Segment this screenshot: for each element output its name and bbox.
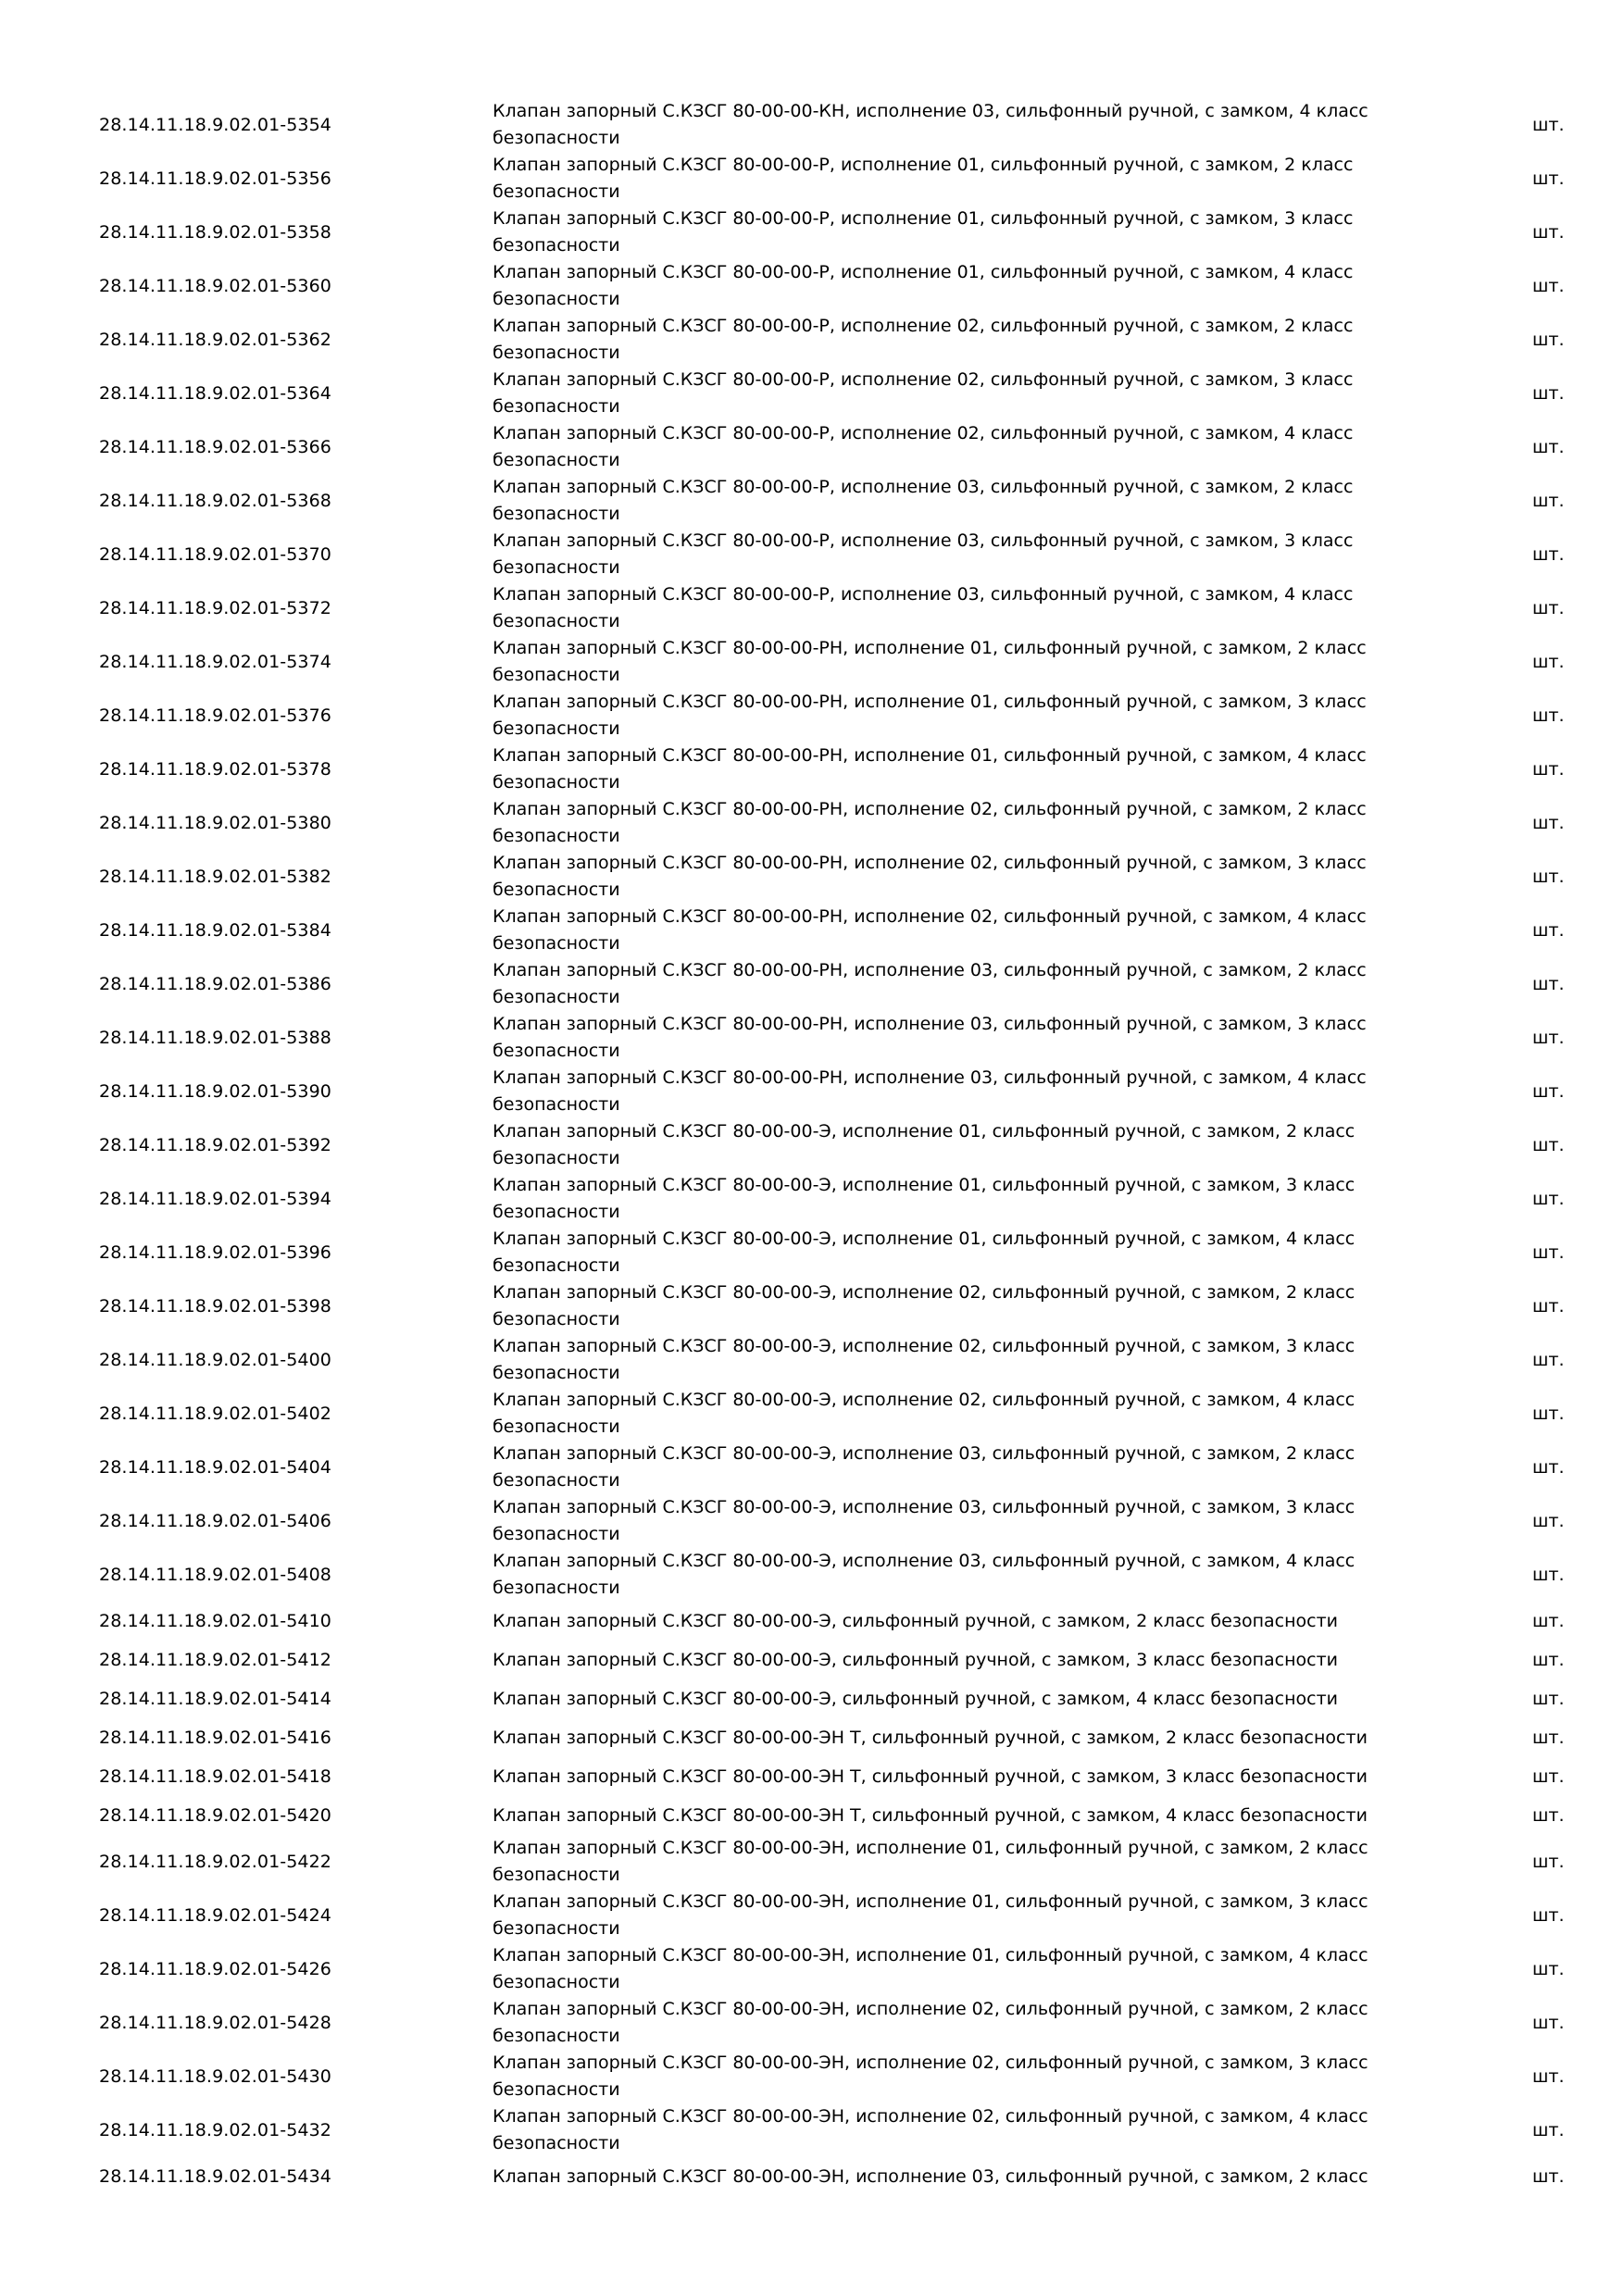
table-row	[0, 1494, 1624, 1548]
item-description-line: Клапан запорный С.КЗСГ 80-00-00-Р, исполнение 01, сильфонный ручной, с замком, 3 класс	[493, 208, 1354, 229]
table-row	[0, 474, 1624, 528]
item-unit: шт.	[1532, 1135, 1565, 1155]
item-unit: шт.	[1532, 705, 1565, 726]
item-description	[493, 1548, 1381, 1602]
item-unit: шт.	[1532, 1189, 1565, 1209]
item-description-line: безопасности	[493, 718, 620, 739]
item-description-line: Клапан запорный С.КЗСГ 80-00-00-Э, сильфонный ручной, с замком, 2 класс безопасности	[493, 1610, 1338, 1631]
item-description-line: безопасности	[493, 128, 620, 148]
item-code: 28.14.11.18.9.02.01-5422	[99, 1852, 331, 1872]
item-description-line: безопасности	[493, 880, 620, 900]
item-unit: шт.	[1532, 2166, 1565, 2187]
item-description-line: Клапан запорный С.КЗСГ 80-00-00-Р, исполнение 03, сильфонный ручной, с замком, 2 класс	[493, 477, 1354, 497]
item-code: 28.14.11.18.9.02.01-5420	[99, 1805, 331, 1826]
item-unit: шт.	[1532, 867, 1565, 887]
item-description-line: безопасности	[493, 826, 620, 846]
item-description	[493, 1441, 1381, 1494]
item-description	[493, 1172, 1381, 1226]
item-code: 28.14.11.18.9.02.01-5354	[99, 115, 331, 135]
item-description-line: Клапан запорный С.КЗСГ 80-00-00-Р, исполнение 03, сильфонный ручной, с замком, 3 класс	[493, 530, 1354, 551]
item-description-line: Клапан запорный С.КЗСГ 80-00-00-Э, исполнение 02, сильфонный ручной, с замком, 2 класс	[493, 1282, 1355, 1303]
item-code: 28.14.11.18.9.02.01-5430	[99, 2066, 331, 2087]
item-unit: шт.	[1532, 276, 1565, 296]
table-row	[0, 635, 1624, 689]
item-unit: шт.	[1532, 1081, 1565, 1102]
item-unit: шт.	[1532, 1350, 1565, 1370]
item-description-line: Клапан запорный С.КЗСГ 80-00-00-РН, исполнение 01, сильфонный ручной, с замком, 2 класс	[493, 638, 1367, 658]
item-code: 28.14.11.18.9.02.01-5406	[99, 1511, 331, 1531]
item-description	[493, 1889, 1381, 1942]
table-row	[0, 1441, 1624, 1494]
item-code: 28.14.11.18.9.02.01-5382	[99, 867, 331, 887]
item-description-line: безопасности	[493, 665, 620, 685]
item-unit: шт.	[1532, 437, 1565, 457]
item-description-line: Клапан запорный С.КЗСГ 80-00-00-РН, исполнение 03, сильфонный ручной, с замком, 4 класс	[493, 1067, 1367, 1088]
table-row	[0, 1118, 1624, 1172]
item-description-line: безопасности	[493, 343, 620, 363]
item-description-line: безопасности	[493, 1865, 620, 1885]
item-code: 28.14.11.18.9.02.01-5356	[99, 168, 331, 189]
item-description-line: безопасности	[493, 504, 620, 524]
item-description-line: безопасности	[493, 181, 620, 202]
table-row	[0, 1548, 1624, 1602]
item-description	[493, 1011, 1381, 1065]
item-unit: шт.	[1532, 1457, 1565, 1478]
table-row	[0, 1641, 1624, 1679]
item-unit: шт.	[1532, 1959, 1565, 1979]
item-description-line: безопасности	[493, 1255, 620, 1276]
item-code: 28.14.11.18.9.02.01-5410	[99, 1611, 331, 1631]
item-unit: шт.	[1532, 1650, 1565, 1670]
item-code: 28.14.11.18.9.02.01-5386	[99, 974, 331, 994]
item-code: 28.14.11.18.9.02.01-5366	[99, 437, 331, 457]
item-code: 28.14.11.18.9.02.01-5388	[99, 1028, 331, 1048]
item-description-line: Клапан запорный С.КЗСГ 80-00-00-РН, исполнение 03, сильфонный ручной, с замком, 3 класс	[493, 1014, 1367, 1034]
item-unit: шт.	[1532, 1905, 1565, 1926]
item-code: 28.14.11.18.9.02.01-5402	[99, 1404, 331, 1424]
item-description-line: безопасности	[493, 1041, 620, 1061]
table-row	[0, 1279, 1624, 1333]
table-row	[0, 1718, 1624, 1757]
item-unit: шт.	[1532, 222, 1565, 243]
item-description	[493, 1333, 1381, 1387]
item-description-line: Клапан запорный С.КЗСГ 80-00-00-Э, сильфонный ручной, с замком, 3 класс безопасности	[493, 1649, 1338, 1670]
item-code: 28.14.11.18.9.02.01-5414	[99, 1689, 331, 1709]
item-description-line: Клапан запорный С.КЗСГ 80-00-00-ЭН Т, сильфонный ручной, с замком, 3 класс безопасности	[493, 1766, 1368, 1787]
table-row	[0, 904, 1624, 957]
item-unit: шт.	[1532, 1511, 1565, 1531]
item-code: 28.14.11.18.9.02.01-5424	[99, 1905, 331, 1926]
table-row	[0, 1889, 1624, 1942]
item-description	[493, 957, 1381, 1011]
item-unit: шт.	[1532, 1565, 1565, 1585]
item-unit: шт.	[1532, 1296, 1565, 1316]
item-unit: шт.	[1532, 168, 1565, 189]
table-row	[0, 367, 1624, 420]
item-description-line: безопасности	[493, 2026, 620, 2046]
item-code: 28.14.11.18.9.02.01-5378	[99, 759, 331, 780]
item-description-line: Клапан запорный С.КЗСГ 80-00-00-РН, исполнение 02, сильфонный ручной, с замком, 4 класс	[493, 906, 1367, 927]
item-description-line: Клапан запорный С.КЗСГ 80-00-00-Э, исполнение 01, сильфонный ручной, с замком, 2 класс	[493, 1121, 1355, 1142]
item-code: 28.14.11.18.9.02.01-5426	[99, 1959, 331, 1979]
item-unit: шт.	[1532, 1766, 1565, 1787]
item-unit: шт.	[1532, 1852, 1565, 1872]
item-description	[493, 850, 1381, 904]
table-row	[0, 2157, 1624, 2196]
item-code: 28.14.11.18.9.02.01-5432	[99, 2120, 331, 2140]
item-description-line: безопасности	[493, 1363, 620, 1383]
item-description-line: безопасности	[493, 2133, 620, 2153]
item-code: 28.14.11.18.9.02.01-5428	[99, 2013, 331, 2033]
item-unit: шт.	[1532, 1611, 1565, 1631]
item-description	[493, 474, 1381, 528]
item-unit: шт.	[1532, 383, 1565, 404]
item-unit: шт.	[1532, 2066, 1565, 2087]
table-row	[0, 259, 1624, 313]
item-description-line: Клапан запорный С.КЗСГ 80-00-00-Э, исполнение 01, сильфонный ручной, с замком, 3 класс	[493, 1175, 1355, 1195]
item-description	[493, 313, 1381, 367]
item-unit: шт.	[1532, 1805, 1565, 1826]
item-code: 28.14.11.18.9.02.01-5416	[99, 1728, 331, 1748]
item-description	[493, 1757, 1381, 1796]
item-code: 28.14.11.18.9.02.01-5400	[99, 1350, 331, 1370]
table-row	[0, 1387, 1624, 1441]
item-unit: шт.	[1532, 920, 1565, 941]
item-description-line: Клапан запорный С.КЗСГ 80-00-00-Э, исполнение 02, сильфонный ручной, с замком, 3 класс	[493, 1336, 1355, 1356]
item-description	[493, 98, 1381, 152]
table-row	[0, 528, 1624, 581]
item-description-line: безопасности	[493, 1972, 620, 1992]
item-code: 28.14.11.18.9.02.01-5408	[99, 1565, 331, 1585]
item-code: 28.14.11.18.9.02.01-5368	[99, 491, 331, 511]
table-row	[0, 420, 1624, 474]
item-description	[493, 1942, 1381, 1996]
item-description	[493, 1226, 1381, 1279]
item-description	[493, 904, 1381, 957]
item-description-line: Клапан запорный С.КЗСГ 80-00-00-ЭН, исполнение 01, сильфонный ручной, с замком, 3 класс	[493, 1891, 1368, 1912]
item-description	[493, 1679, 1381, 1718]
item-description-line: Клапан запорный С.КЗСГ 80-00-00-РН, исполнение 01, сильфонный ручной, с замком, 3 класс	[493, 692, 1367, 712]
item-unit: шт.	[1532, 2013, 1565, 2033]
item-description-line: Клапан запорный С.КЗСГ 80-00-00-ЭН Т, сильфонный ручной, с замком, 2 класс безопасности	[493, 1727, 1368, 1748]
item-description	[493, 2050, 1381, 2103]
item-description	[493, 1641, 1381, 1679]
item-description-line: безопасности	[493, 450, 620, 470]
item-description-line: Клапан запорный С.КЗСГ 80-00-00-РН, исполнение 02, сильфонный ручной, с замком, 2 класс	[493, 799, 1367, 819]
item-description	[493, 742, 1381, 796]
table-row	[0, 1835, 1624, 1889]
item-description-line: Клапан запорный С.КЗСГ 80-00-00-Э, исполнение 03, сильфонный ручной, с замком, 3 класс	[493, 1497, 1355, 1517]
table-row	[0, 850, 1624, 904]
item-code: 28.14.11.18.9.02.01-5380	[99, 813, 331, 833]
table-row	[0, 689, 1624, 742]
item-unit: шт.	[1532, 330, 1565, 350]
item-code: 28.14.11.18.9.02.01-5418	[99, 1766, 331, 1787]
item-description-line: безопасности	[493, 772, 620, 792]
item-code: 28.14.11.18.9.02.01-5398	[99, 1296, 331, 1316]
item-description-line: безопасности	[493, 1578, 620, 1598]
item-description	[493, 528, 1381, 581]
item-description-line: безопасности	[493, 1470, 620, 1491]
item-description	[493, 581, 1381, 635]
item-code: 28.14.11.18.9.02.01-5412	[99, 1650, 331, 1670]
item-unit: шт.	[1532, 1404, 1565, 1424]
item-description-line: безопасности	[493, 611, 620, 631]
table-row	[0, 1796, 1624, 1835]
item-description	[493, 1996, 1381, 2050]
item-description-line: Клапан запорный С.КЗСГ 80-00-00-КН, исполнение 03, сильфонный ручной, с замком, 4 класс	[493, 101, 1368, 121]
item-description-line: Клапан запорный С.КЗСГ 80-00-00-Р, исполнение 02, сильфонный ручной, с замком, 4 класс	[493, 423, 1354, 443]
item-unit: шт.	[1532, 813, 1565, 833]
table-row	[0, 152, 1624, 206]
item-description-line: безопасности	[493, 1309, 620, 1329]
item-code: 28.14.11.18.9.02.01-5390	[99, 1081, 331, 1102]
item-description-line: Клапан запорный С.КЗСГ 80-00-00-ЭН, исполнение 03, сильфонный ручной, с замком, 2 класс	[493, 2165, 1368, 2187]
table-row	[0, 1333, 1624, 1387]
item-description-line: Клапан запорный С.КЗСГ 80-00-00-ЭН Т, сильфонный ручной, с замком, 4 класс безопасности	[493, 1804, 1368, 1826]
item-description-line: безопасности	[493, 1524, 620, 1544]
item-unit: шт.	[1532, 974, 1565, 994]
table-row	[0, 98, 1624, 152]
item-code: 28.14.11.18.9.02.01-5358	[99, 222, 331, 243]
item-unit: шт.	[1532, 1242, 1565, 1263]
item-unit: шт.	[1532, 1728, 1565, 1748]
item-description	[493, 2157, 1381, 2196]
item-description-line: Клапан запорный С.КЗСГ 80-00-00-ЭН, исполнение 02, сильфонный ручной, с замком, 3 класс	[493, 2053, 1368, 2073]
item-unit: шт.	[1532, 598, 1565, 618]
item-description	[493, 1279, 1381, 1333]
item-code: 28.14.11.18.9.02.01-5434	[99, 2166, 331, 2187]
item-description-line: безопасности	[493, 1202, 620, 1222]
item-description	[493, 689, 1381, 742]
item-description-line: Клапан запорный С.КЗСГ 80-00-00-Р, исполнение 03, сильфонный ручной, с замком, 4 класс	[493, 584, 1354, 605]
item-description-line: Клапан запорный С.КЗСГ 80-00-00-Э, исполнение 01, сильфонный ручной, с замком, 4 класс	[493, 1229, 1355, 1249]
item-description-line: безопасности	[493, 1918, 620, 1939]
item-code: 28.14.11.18.9.02.01-5372	[99, 598, 331, 618]
item-description-line: Клапан запорный С.КЗСГ 80-00-00-РН, исполнение 03, сильфонный ручной, с замком, 2 класс	[493, 960, 1367, 980]
item-description-line: безопасности	[493, 2079, 620, 2100]
item-unit: шт.	[1532, 491, 1565, 511]
table-row	[0, 2103, 1624, 2157]
table-row	[0, 796, 1624, 850]
item-unit: шт.	[1532, 1689, 1565, 1709]
item-code: 28.14.11.18.9.02.01-5374	[99, 652, 331, 672]
item-description	[493, 796, 1381, 850]
item-code: 28.14.11.18.9.02.01-5362	[99, 330, 331, 350]
table-row	[0, 1679, 1624, 1718]
item-description-line: Клапан запорный С.КЗСГ 80-00-00-ЭН, исполнение 02, сильфонный ручной, с замком, 4 класс	[493, 2106, 1368, 2127]
table-row	[0, 1011, 1624, 1065]
item-description	[493, 2103, 1381, 2157]
item-code: 28.14.11.18.9.02.01-5404	[99, 1457, 331, 1478]
item-code: 28.14.11.18.9.02.01-5364	[99, 383, 331, 404]
item-description-line: Клапан запорный С.КЗСГ 80-00-00-РН, исполнение 02, сильфонный ручной, с замком, 3 класс	[493, 853, 1367, 873]
item-code: 28.14.11.18.9.02.01-5384	[99, 920, 331, 941]
item-description-line: безопасности	[493, 289, 620, 309]
item-description-line: Клапан запорный С.КЗСГ 80-00-00-Э, исполнение 03, сильфонный ручной, с замком, 2 класс	[493, 1443, 1355, 1464]
item-description	[493, 206, 1381, 259]
item-unit: шт.	[1532, 115, 1565, 135]
item-description-line: Клапан запорный С.КЗСГ 80-00-00-ЭН, исполнение 01, сильфонный ручной, с замком, 2 класс	[493, 1838, 1368, 1858]
item-unit: шт.	[1532, 2120, 1565, 2140]
item-description-line: безопасности	[493, 1416, 620, 1437]
item-code: 28.14.11.18.9.02.01-5370	[99, 544, 331, 565]
table-row	[0, 957, 1624, 1011]
item-description	[493, 1718, 1381, 1757]
item-description-line: Клапан запорный С.КЗСГ 80-00-00-ЭН, исполнение 01, сильфонный ручной, с замком, 4 класс	[493, 1945, 1368, 1965]
item-description-line: Клапан запорный С.КЗСГ 80-00-00-Э, исполнение 02, сильфонный ручной, с замком, 4 класс	[493, 1390, 1355, 1410]
table-row	[0, 1226, 1624, 1279]
item-unit: шт.	[1532, 652, 1565, 672]
item-description	[493, 1835, 1381, 1889]
item-description	[493, 259, 1381, 313]
item-unit: шт.	[1532, 544, 1565, 565]
item-description-line: Клапан запорный С.КЗСГ 80-00-00-Э, исполнение 03, сильфонный ручной, с замком, 4 класс	[493, 1551, 1355, 1571]
item-description-line: безопасности	[493, 557, 620, 578]
table-row	[0, 313, 1624, 367]
item-description-line: Клапан запорный С.КЗСГ 80-00-00-Р, исполнение 02, сильфонный ручной, с замком, 3 класс	[493, 369, 1354, 390]
table-row	[0, 581, 1624, 635]
table-row	[0, 742, 1624, 796]
item-code: 28.14.11.18.9.02.01-5376	[99, 705, 331, 726]
item-description-line: Клапан запорный С.КЗСГ 80-00-00-Р, исполнение 02, сильфонный ручной, с замком, 2 класс	[493, 316, 1354, 336]
item-description-line: Клапан запорный С.КЗСГ 80-00-00-Э, сильфонный ручной, с замком, 4 класс безопасности	[493, 1688, 1338, 1709]
item-description-line: Клапан запорный С.КЗСГ 80-00-00-РН, исполнение 01, сильфонный ручной, с замком, 4 класс	[493, 745, 1367, 766]
table-row	[0, 206, 1624, 259]
item-code: 28.14.11.18.9.02.01-5360	[99, 276, 331, 296]
item-description-line: Клапан запорный С.КЗСГ 80-00-00-Р, исполнение 01, сильфонный ручной, с замком, 2 класс	[493, 155, 1354, 175]
item-code: 28.14.11.18.9.02.01-5396	[99, 1242, 331, 1263]
item-unit: шт.	[1532, 759, 1565, 780]
table-row	[0, 1602, 1624, 1641]
item-description-line: Клапан запорный С.КЗСГ 80-00-00-ЭН, исполнение 02, сильфонный ручной, с замком, 2 класс	[493, 1999, 1368, 2019]
item-description-line: Клапан запорный С.КЗСГ 80-00-00-Р, исполнение 01, сильфонный ручной, с замком, 4 класс	[493, 262, 1354, 282]
item-description-line: безопасности	[493, 933, 620, 954]
item-description-line: безопасности	[493, 1148, 620, 1168]
item-description	[493, 152, 1381, 206]
item-description	[493, 1065, 1381, 1118]
item-description	[493, 1387, 1381, 1441]
table-row	[0, 1065, 1624, 1118]
item-description-line: безопасности	[493, 396, 620, 417]
table-row	[0, 1172, 1624, 1226]
table-row	[0, 1996, 1624, 2050]
table-row	[0, 1942, 1624, 1996]
table-row	[0, 1757, 1624, 1796]
item-description	[493, 420, 1381, 474]
item-description-line: безопасности	[493, 987, 620, 1007]
item-description	[493, 1118, 1381, 1172]
item-description	[493, 1494, 1381, 1548]
table-row	[0, 2050, 1624, 2103]
item-description-line: безопасности	[493, 1094, 620, 1115]
item-code: 28.14.11.18.9.02.01-5392	[99, 1135, 331, 1155]
item-description	[493, 635, 1381, 689]
item-description-line: безопасности	[493, 235, 620, 256]
item-code: 28.14.11.18.9.02.01-5394	[99, 1189, 331, 1209]
item-description	[493, 1602, 1381, 1641]
item-unit: шт.	[1532, 1028, 1565, 1048]
item-description	[493, 367, 1381, 420]
item-description	[493, 1796, 1381, 1835]
